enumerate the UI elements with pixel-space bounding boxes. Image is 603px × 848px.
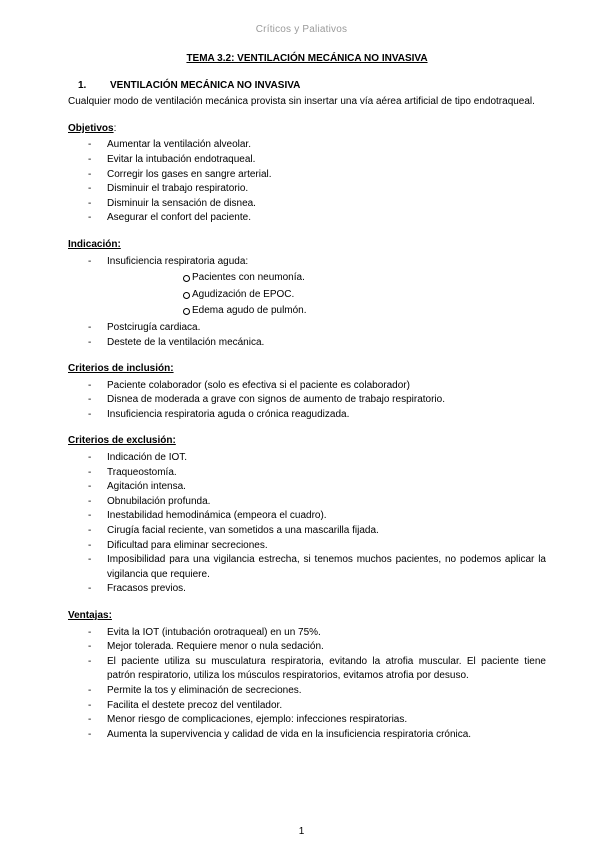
list-item: - Obnubilación profunda. — [68, 495, 546, 510]
exclusion-list — [68, 451, 546, 597]
list-item: - Dificultad para eliminar secreciones. — [68, 539, 546, 554]
sub-list-item: Pacientes con neumonía. — [183, 270, 546, 287]
ventajas-list — [68, 626, 546, 743]
list-item: - El paciente utiliza su musculatura respiratoria, evitando la atrofia muscular. El paciente tiene patrón respiratorio, utiliza los músculos respiratorios, evitamos atrofia por desuso. — [68, 655, 546, 684]
list-item: - Imposibilidad para una vigilancia estrecha, si tenemos muchos pacientes, no podemos aplicar la vigilancia que requiere. — [68, 553, 546, 582]
sub-list-item: Agudización de EPOC. — [183, 287, 546, 304]
list-item: - Evitar la intubación endotraqueal. — [68, 153, 546, 168]
section-title: VENTILACIÓN MECÁNICA NO INVASIVA — [110, 79, 301, 91]
indicacion-list — [68, 255, 546, 351]
list-item: - Aumenta la supervivencia y calidad de vida en la insuficiencia respiratoria crónica. — [68, 728, 546, 743]
list-item: - Indicación de IOT. — [68, 451, 546, 466]
list-item: - Traqueostomía. — [68, 466, 546, 481]
list-item: - Disnea de moderada a grave con signos de aumento de trabajo respiratorio. — [68, 393, 546, 408]
indicacion-heading: Indicación: — [68, 238, 121, 250]
list-item: - Destete de la ventilación mecánica. — [68, 336, 546, 351]
list-item: - Menor riesgo de complicaciones, ejemplo: infecciones respiratorias. — [68, 713, 546, 728]
objetivos-list — [68, 138, 546, 226]
list-item: - Agitación intensa. — [68, 480, 546, 495]
exclusion-heading: Criterios de exclusión: — [68, 435, 176, 447]
running-header: Críticos y Paliativos — [255, 24, 348, 35]
intro-paragraph: Cualquier modo de ventilación mecánica provista sin insertar una vía aérea artificial de tipo endotraqueal. — [68, 96, 535, 108]
inclusion-heading: Criterios de inclusión: — [68, 363, 174, 375]
sub-list-item: Edema agudo de pulmón. — [183, 303, 546, 320]
objetivos-title: Objetivos — [68, 122, 114, 134]
list-item: - Fracasos previos. — [68, 582, 546, 597]
list-item: - Cirugía facial reciente, van sometidos a una mascarilla fijada. — [68, 524, 546, 539]
list-item: - Mejor tolerada. Requiere menor o nula sedación. — [68, 640, 546, 655]
list-item: - Disminuir la sensación de disnea. — [68, 197, 546, 212]
objetivos-suffix: : — [113, 122, 117, 134]
document-title: TEMA 3.2: VENTILACIÓN MECÁNICA NO INVASIVA — [186, 53, 428, 64]
section-number: 1. — [78, 79, 87, 91]
list-item: - Evita la IOT (intubación orotraqueal) en un 75%. — [68, 626, 546, 641]
list-item: - Facilita el destete precoz del ventilador. — [68, 699, 546, 714]
list-item: - Aumentar la ventilación alveolar. — [68, 138, 546, 153]
objetivos-heading — [68, 122, 546, 137]
indicacion-sublist — [107, 270, 546, 320]
document-content — [68, 52, 546, 742]
list-item: - Postcirugía cardiaca. — [68, 321, 546, 336]
inclusion-list — [68, 379, 546, 423]
list-item: - Permite la tos y eliminación de secreciones. — [68, 684, 546, 699]
list-item: - Inestabilidad hemodinámica (empeora el cuadro). — [68, 509, 546, 524]
list-item: - Insuficiencia respiratoria aguda o crónica reagudizada. — [68, 408, 546, 423]
section-heading — [68, 79, 546, 94]
list-item: - Corregir los gases en sangre arterial. — [68, 168, 546, 183]
list-item: - Disminuir el trabajo respiratorio. — [68, 182, 546, 197]
list-item: - Paciente colaborador (solo es efectiva si el paciente es colaborador) — [68, 379, 546, 394]
list-item — [68, 255, 546, 320]
page-number: 1 — [298, 826, 305, 837]
list-item: - Asegurar el confort del paciente. — [68, 211, 546, 226]
list-item-text: Insuficiencia respiratoria aguda: — [107, 255, 249, 267]
ventajas-heading: Ventajas: — [68, 610, 112, 621]
